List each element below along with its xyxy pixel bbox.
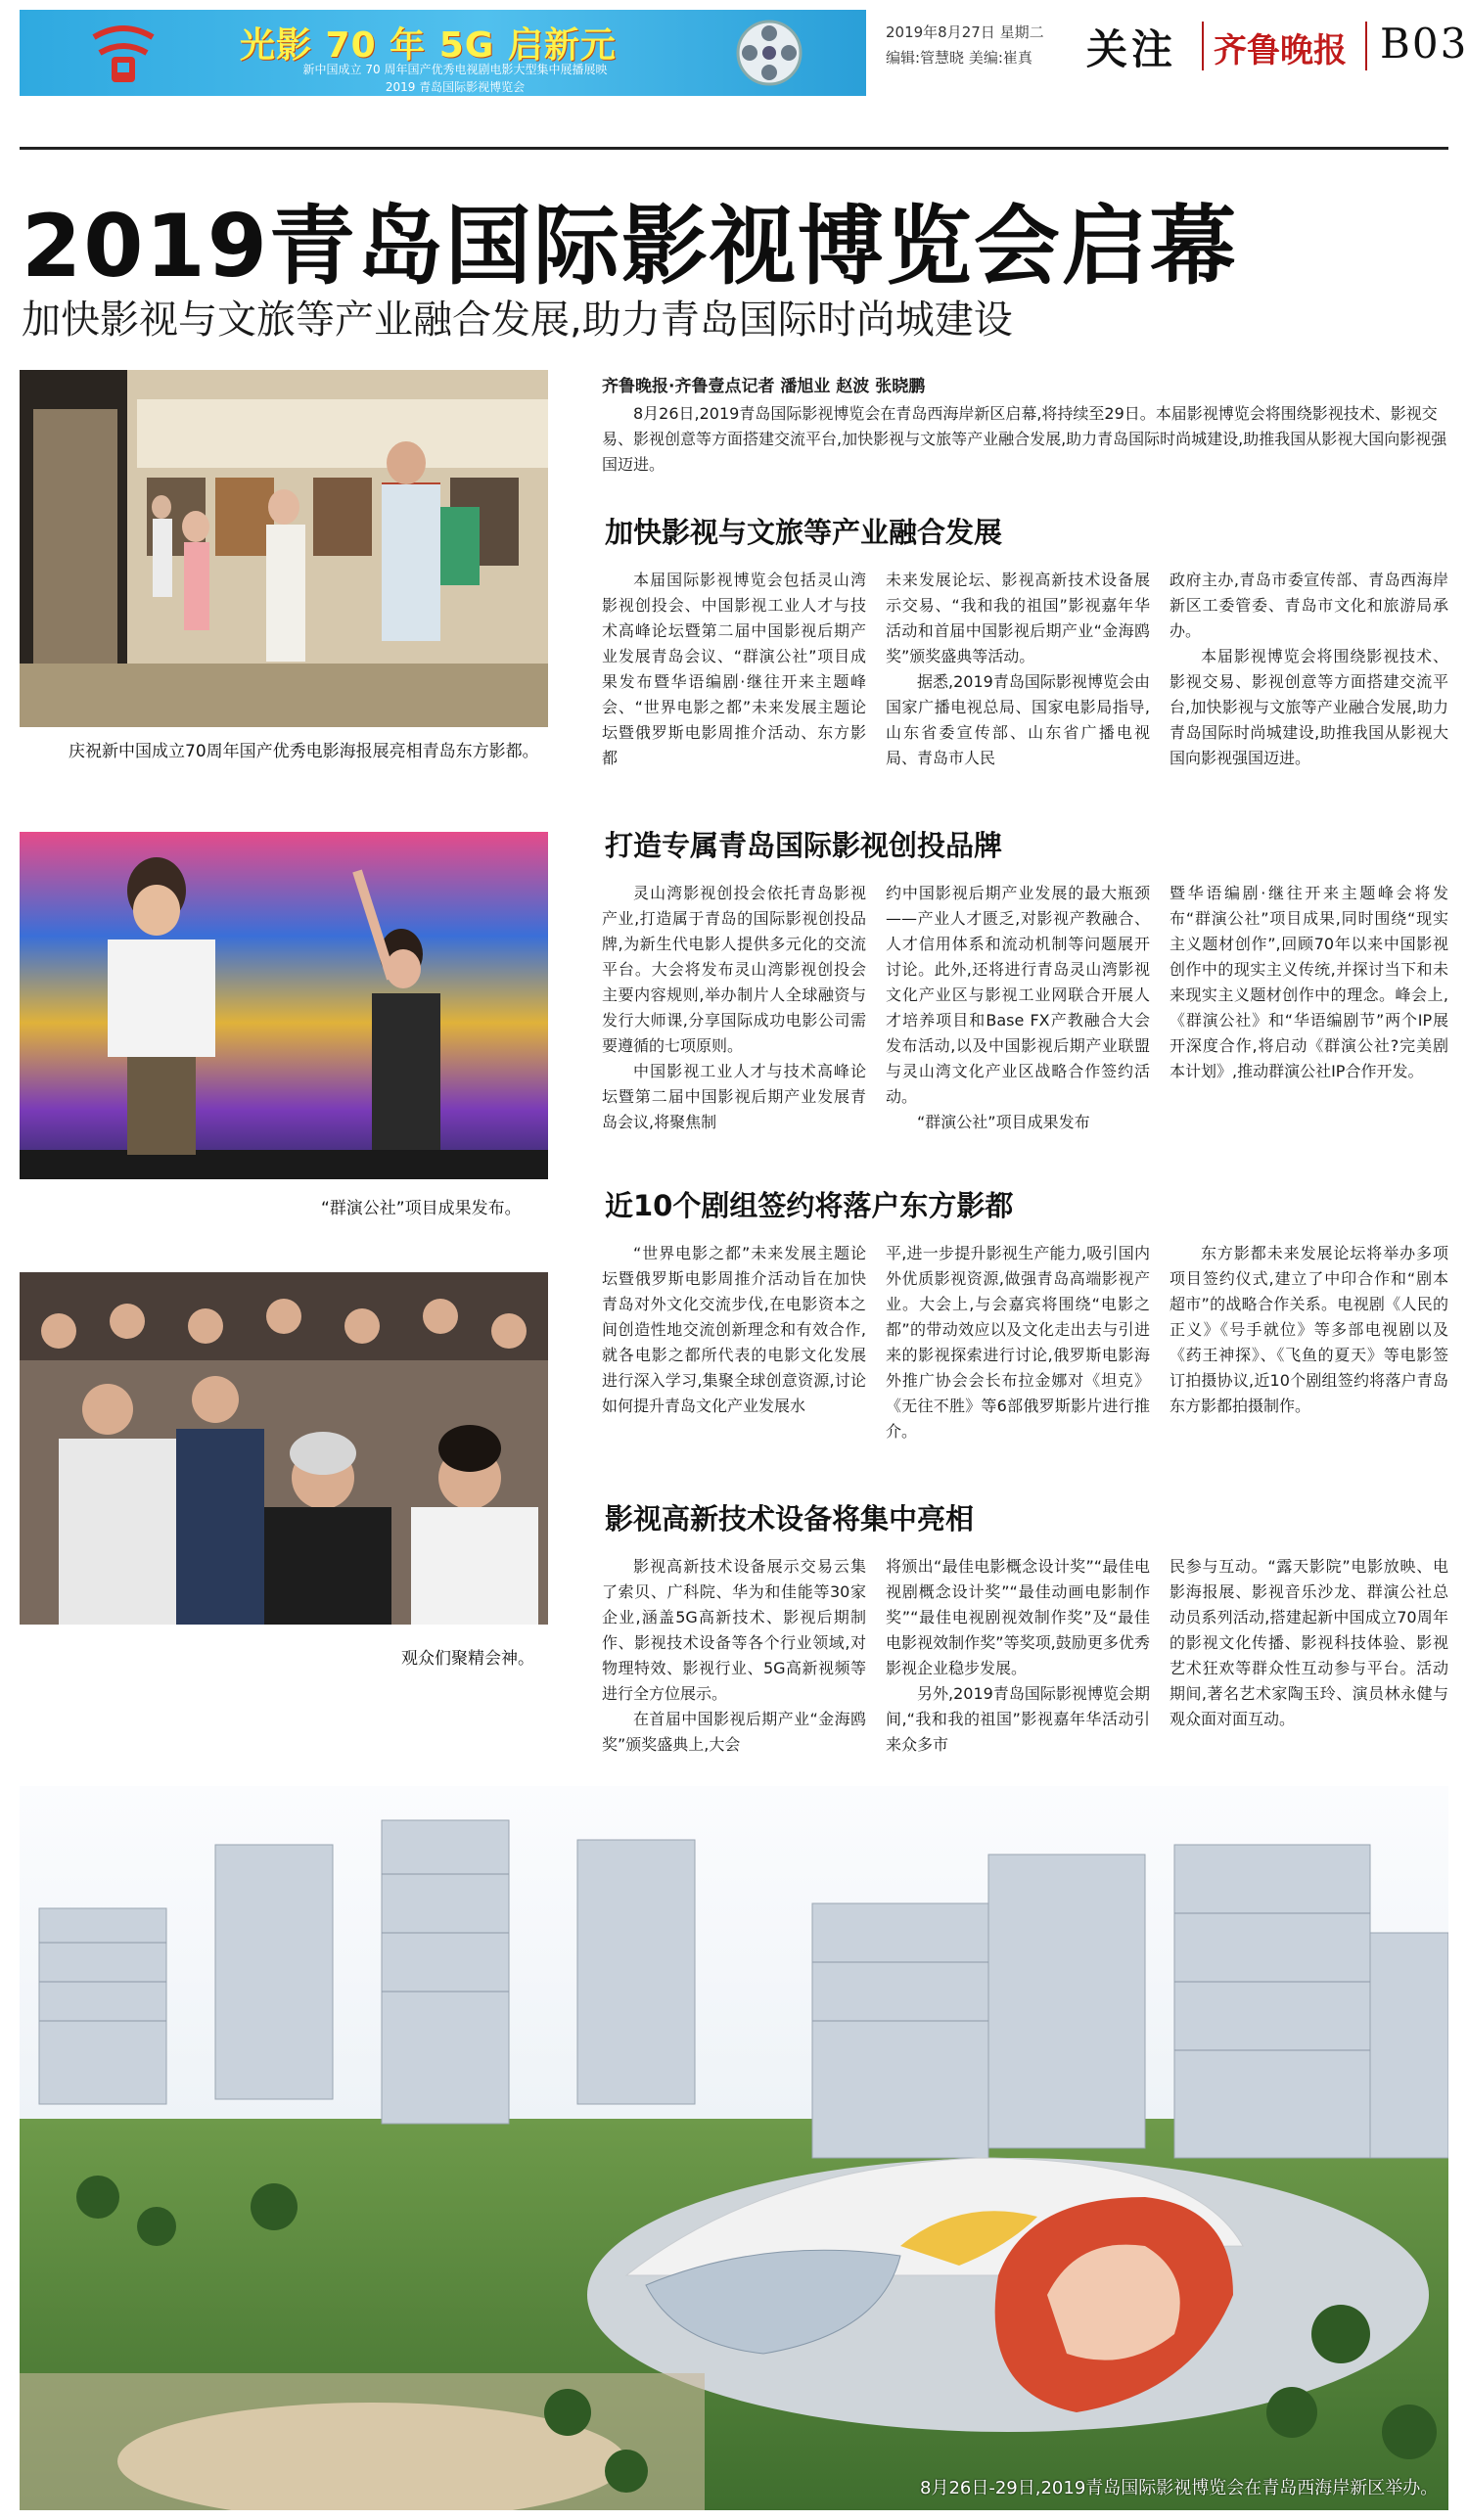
section-heading-3: 近10个剧组签约将落户东方影都 [605, 1189, 1014, 1222]
masthead-banner [20, 10, 866, 96]
banner-line-1: 新中国成立 70 周年国产优秀电视剧电影大型集中展播展映 [302, 63, 608, 76]
paragraph: 本届国际影视博览会包括灵山湾影视创投会、中国影视工业人才与技术高峰论坛暨第二届中国影视后期产业发展青岛会议、“群演公社”项目成果发布暨华语编剧·继往开来主题峰会、“世界电影之都”未来发展主题论坛暨俄罗斯电影周推介活动、东方影都 [602, 571, 866, 767]
paragraph: 将颁出“最佳电影概念设计奖”“最佳电视剧概念设计奖”“最佳动画电影制作奖”“最佳电视剧视效制作奖”及“最佳电影视效制作奖”等奖项,鼓励更多优秀影视企业稳步发展。 [886, 1557, 1150, 1677]
top-rule [20, 147, 1448, 150]
newspaper-name: 齐鲁晚报 [1214, 31, 1347, 70]
paragraph: “群演公社”项目成果发布 [917, 1113, 1090, 1131]
paragraph: “世界电影之都”未来发展主题论坛暨俄罗斯电影周推介活动旨在加快青岛对外文化交流步伐,在电影资本之间创造性地交流创新理念和有效合作,就各电影之都所代表的电影文化发展进行深入学习,集聚全球创意资源,讨论如何提升青岛文化产业发展水 [602, 1244, 866, 1415]
paragraph: 政府主办,青岛市委宣传部、青岛西海岸新区工委管委、青岛市文化和旅游局承办。 [1170, 571, 1448, 640]
issue-date: 2019年8月27日 星期二 [886, 23, 1044, 41]
paragraph: 另外,2019青岛国际影视博览会期间,“我和我的祖国”影视嘉年华活动引来众多市 [886, 1684, 1150, 1754]
caption-photo-3: 观众们聚精会神。 [401, 1649, 534, 1669]
section-heading-1: 加快影视与文旅等产业融合发展 [605, 516, 1003, 549]
section-3-column-1 [602, 1241, 866, 1419]
subheadline: 加快影视与文旅等产业融合发展,助力青岛国际时尚城建设 [22, 298, 1013, 343]
section-heading-4: 影视高新技术设备将集中亮相 [605, 1502, 975, 1535]
section-3-column-3 [1170, 1241, 1448, 1419]
caption-photo-1: 庆祝新中国成立70周年国产优秀电影海报展亮相青岛东方影都。 [69, 742, 539, 761]
photo-stage-performance [20, 832, 548, 1179]
paragraph: 约中国影视后期产业发展的最大瓶颈——产业人才匮乏,对影视产教融合、人才信用体系和流动机制等问题展开讨论。此外,还将进行青岛灵山湾影视文化产业区与影视工业网联合开展人才培养项目和Base FX产教融合大会发布活动,以及中国影视后期产业联盟与灵山湾文化产业区战略合作签约活动。 [886, 884, 1150, 1106]
byline: 齐鲁晚报·齐鲁壹点记者 潘旭业 赵波 张晓鹏 [602, 377, 926, 396]
photo-aerial-venue [20, 1786, 1448, 2510]
section-heading-2: 打造专属青岛国际影视创投品牌 [605, 829, 1003, 862]
section-4-column-1 [602, 1554, 866, 1758]
paragraph: 东方影都未来发展论坛将举办多项项目签约仪式,建立了中印合作和“剧本超市”的战略合作关系。电视剧《人民的正义》《号手就位》等多部电视剧以及《药王神探》、《飞鱼的夏天》等电影签订拍摄协议,近10个剧组签约将落户青岛东方影都拍摄制作。 [1170, 1244, 1448, 1415]
banner-title: 光影 70 年 5G 启新元 [240, 25, 617, 66]
section-name: 关注 [1086, 25, 1177, 73]
editor-credits: 编辑:管慧晓 美编:崔真 [886, 49, 1032, 67]
paragraph: 暨华语编剧·继往开来主题峰会将发布“群演公社”项目成果,同时围绕“现实主义题材创作”,回顾70年以来中国影视创作中的现实主义传统,并探讨当下和未来现实主义题材创作中的理念。峰会上,《群演公社》和“华语编剧节”两个IP展开深度合作,将启动《群演公社?完美剧本计划》,推动群演公社IP合作开发。 [1170, 884, 1448, 1080]
section-1-column-3 [1170, 568, 1448, 771]
photo-poster-exhibition [20, 370, 548, 727]
paragraph: 未来发展论坛、影视高新技术设备展示交易、“我和我的祖国”影视嘉年华活动和首届中国影视后期产业“金海鸥奖”颁奖盛典等活动。 [886, 571, 1150, 665]
section-3-column-2 [886, 1241, 1150, 1444]
divider [1202, 22, 1204, 70]
paragraph: 本届影视博览会将围绕影视技术、影视交易、影视创意等方面搭建交流平台,加快影视与文旅等产业融合发展,助力青岛国际时尚城建设,助推我国从影视大国向影视强国迈进。 [1170, 647, 1448, 767]
caption-photo-2: “群演公社”项目成果发布。 [321, 1199, 522, 1218]
paragraph: 中国影视工业人才与技术高峰论坛暨第二届中国影视后期产业发展青岛会议,将聚焦制 [602, 1062, 866, 1131]
paragraph: 据悉,2019青岛国际影视博览会由国家广播电视总局、国家电影局指导,山东省委宣传部、山东省广播电视局、青岛市人民 [886, 672, 1150, 767]
section-1-column-2 [886, 568, 1150, 771]
headline: 2019青岛国际影视博览会启幕 [22, 196, 1238, 297]
caption-photo-4: 8月26日-29日,2019青岛国际影视博览会在青岛西海岸新区举办。 [920, 2478, 1439, 2498]
lead-paragraph: 8月26日,2019青岛国际影视博览会在青岛西海岸新区启幕,将持续至29日。本届影视博览会将围绕影视技术、影视交易、影视创意等方面搭建交流平台,加快影视与文旅等产业融合发展,助力青岛国际时尚城建设,助推我国从影视大国向影视强国迈进。 [602, 404, 1447, 474]
section-4-column-2 [886, 1554, 1150, 1758]
paragraph: 影视高新技术设备展示交易云集了索贝、广科院、华为和佳能等30家企业,涵盖5G高新技术、影视后期制作、影视技术设备等各个行业领域,对物理特效、影视行业、5G高新视频等进行全方位展示。 [602, 1557, 866, 1703]
section-2-column-3 [1170, 881, 1448, 1084]
divider [1365, 22, 1367, 70]
section-1-column-1 [602, 568, 866, 771]
paragraph: 灵山湾影视创投会依托青岛影视产业,打造属于青岛的国际影视创投品牌,为新生代电影人提供多元化的交流平台。大会将发布灵山湾影视创投会主要内容规则,举办制片人全球融资与发行大师课,分享国际成功电影公司需要遵循的七项原则。 [602, 884, 866, 1055]
page-number: B03 [1380, 20, 1468, 68]
section-4-column-3 [1170, 1554, 1448, 1732]
banner-line-2: 2019 青岛国际影视博览会 [385, 80, 526, 94]
section-2-column-2 [886, 881, 1150, 1135]
section-2-column-1 [602, 881, 866, 1135]
paragraph: 民参与互动。“露天影院”电影放映、电影海报展、影视音乐沙龙、群演公社总动员系列活动,搭建起新中国成立70周年的影视文化传播、影视科技体验、影视艺术狂欢等群众性互动参与平台。活动期间,著名艺术家陶玉玲、演员林永健与观众面对面互动。 [1170, 1557, 1448, 1728]
event-logo-icon [86, 18, 161, 88]
paragraph: 平,进一步提升影视生产能力,吸引国内外优质影视资源,做强青岛高端影视产业。大会上,与会嘉宾将围绕“电影之都”的带动效应以及文化走出去与引进来的影视探索进行讨论,俄罗斯电影海外推广协会会长布拉金娜对《坦克》《无往不胜》等6部俄罗斯影片进行推介。 [886, 1244, 1150, 1441]
photo-audience [20, 1272, 548, 1625]
film-reel-icon [734, 18, 804, 88]
paragraph: 在首届中国影视后期产业“金海鸥奖”颁奖盛典上,大会 [602, 1710, 866, 1754]
